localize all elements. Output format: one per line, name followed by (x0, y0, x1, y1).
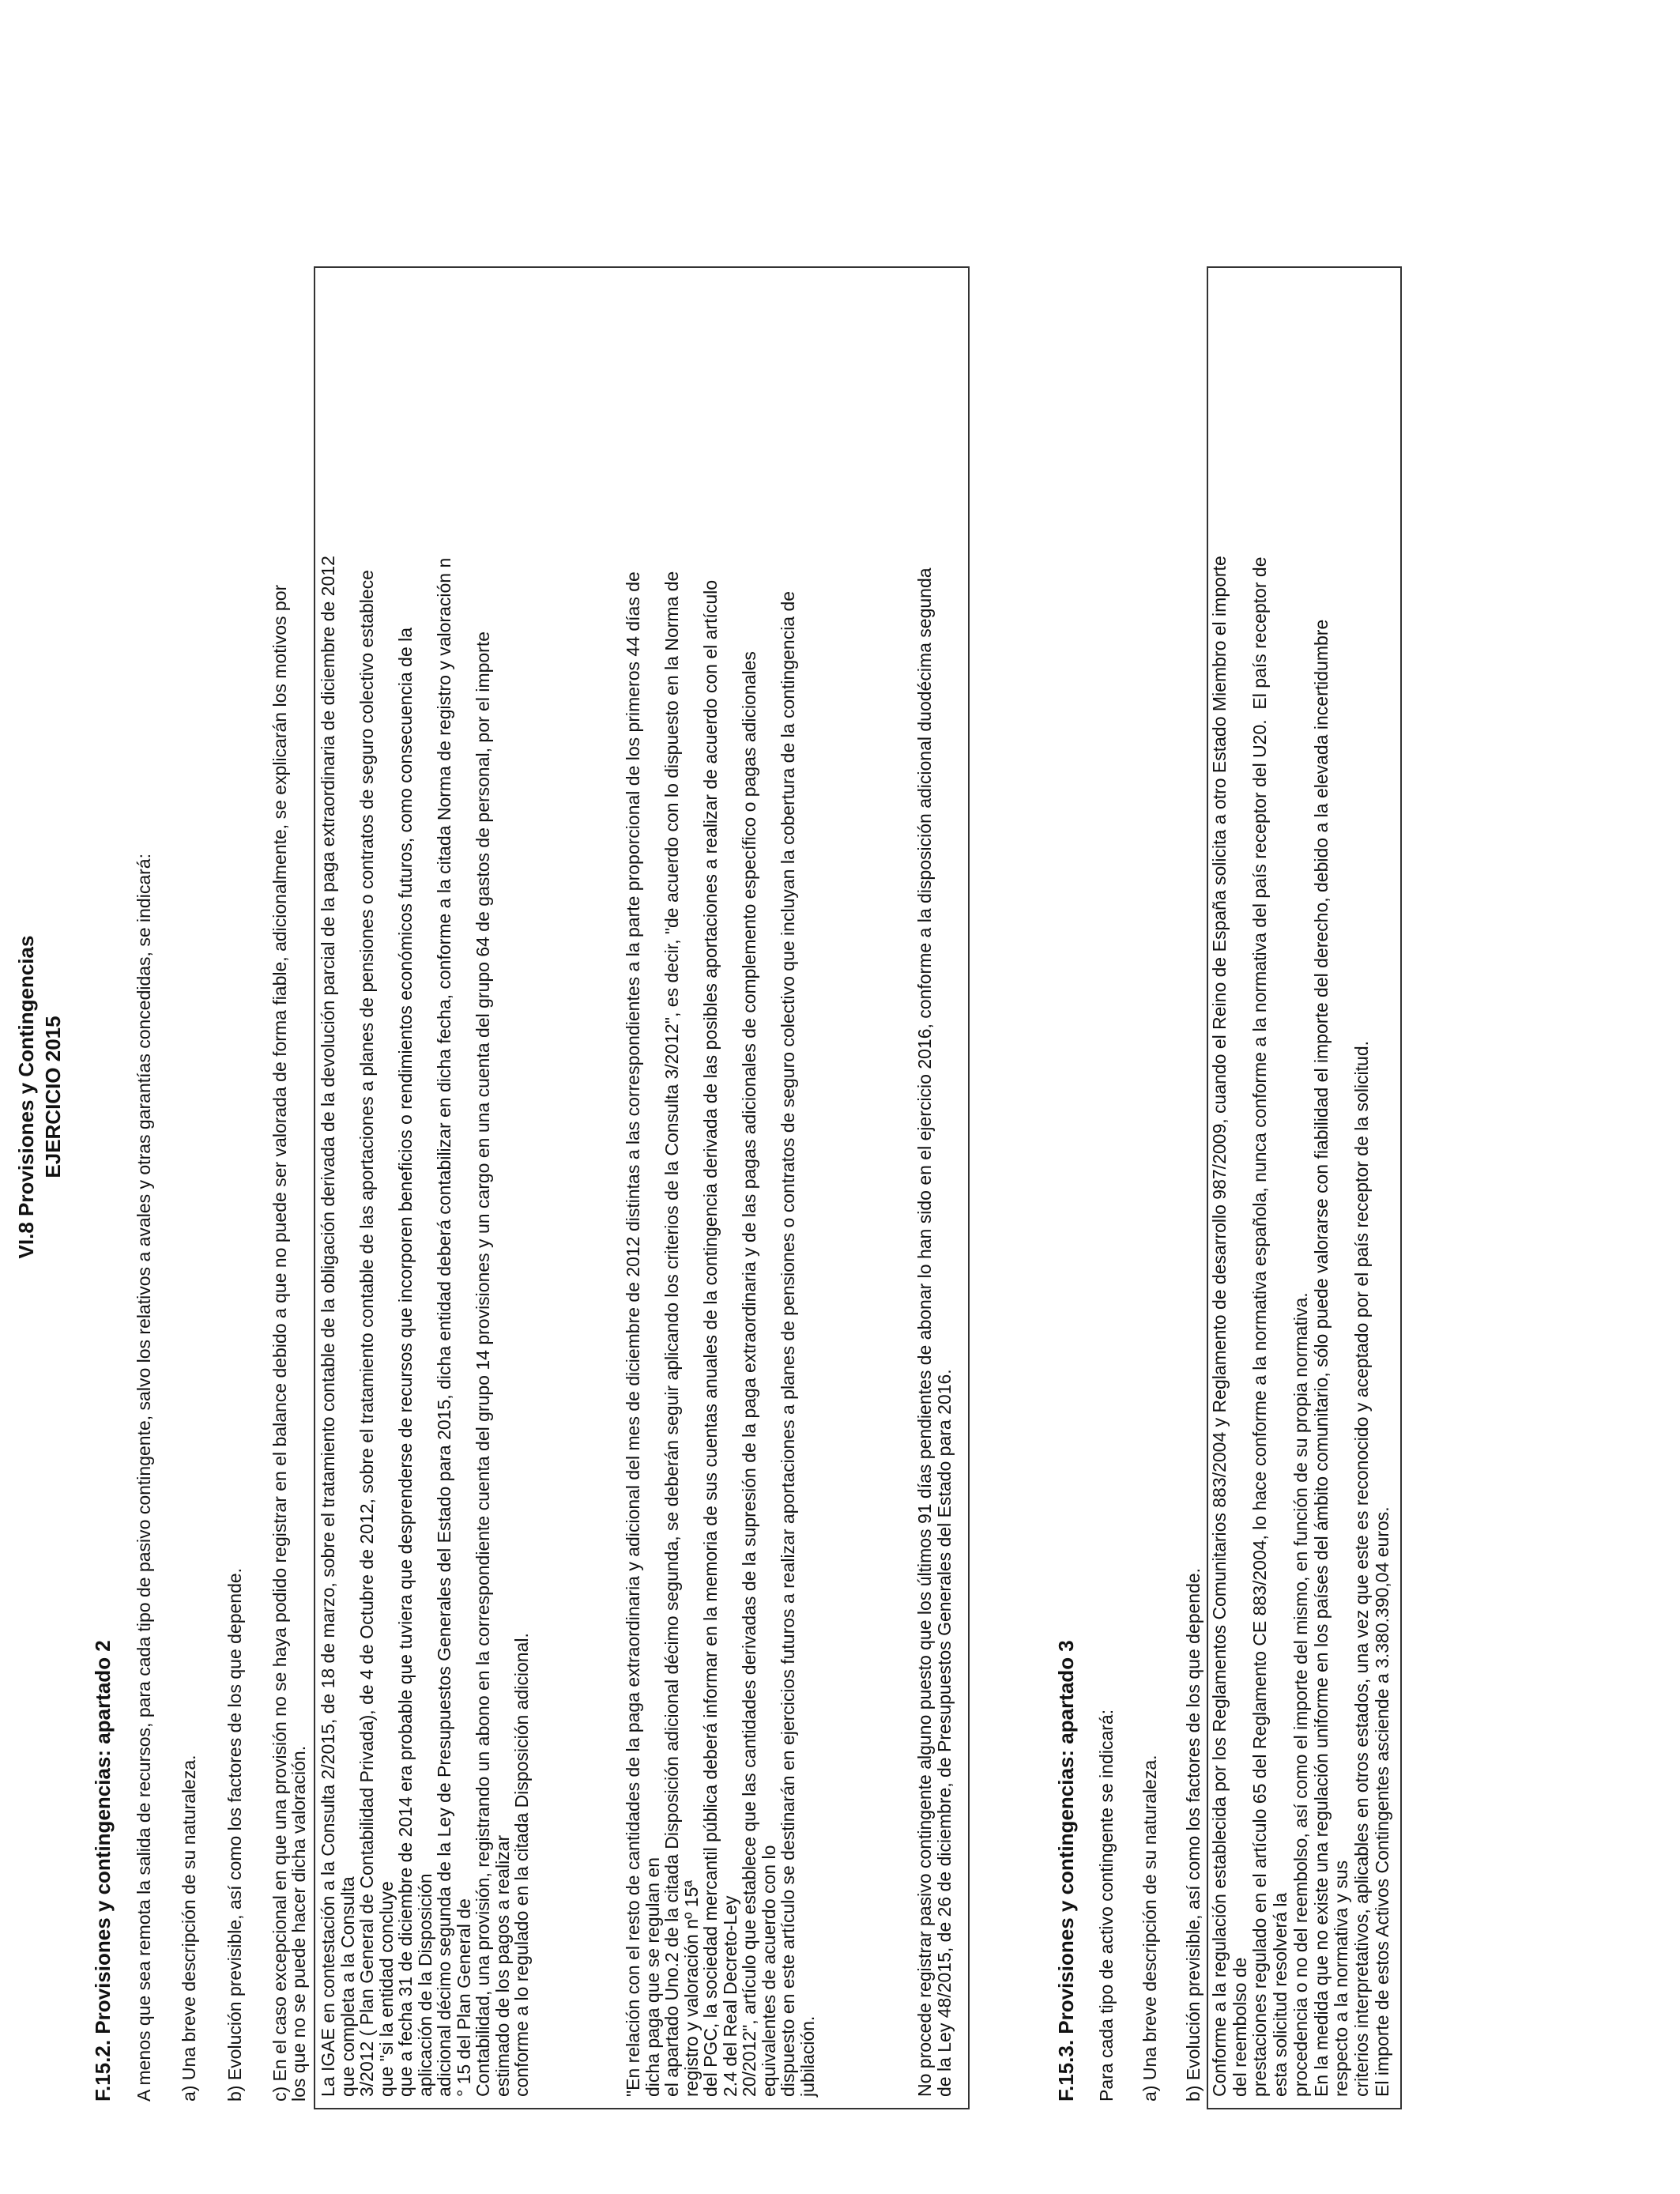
box-text-line: que "si la entidad concluye (375, 1881, 397, 2097)
box-text-line: registro y valoración nº 15ª (680, 1880, 702, 2097)
box-text-line: El importe de estos Activos Contingentes asciende a 3.380.390,04 euros. (1371, 1506, 1392, 2097)
section-title-f152: F.15.2. Provisiones y contingencias: apartado 2 (91, 1640, 115, 2102)
f153-item-a: a) Una breve descripción de su naturaleza. (1139, 1755, 1160, 2102)
box-text-line: Contabilidad, una provisión, registrando un abono en la correspondiente cuenta del grupo 14 provisiones y un cargo en una cuenta del grupo 64 de gastos de personal, por el importe (473, 631, 493, 2097)
f153-box-text (1210, 556, 1392, 2097)
f153-intro: Para cada tipo de activo contingente se indicará: (1096, 1709, 1117, 2102)
box-text-line: jubilación. (797, 2015, 818, 2097)
f153-text-box (1207, 266, 1402, 2109)
box-text-line: procedencia o no del reembolso, así como el importe del mismo, en función de su propia normativa. (1290, 1292, 1311, 2097)
box-text-line: aplicación de la Disposición (414, 1873, 435, 2097)
box-text-line: que a fecha 31 de diciembre de 2014 era probable que tuviera que desprenderse de recursos que incorporen beneficios o rendimientos económicos futuros, como consecuencia de la (395, 627, 416, 2097)
box-text-line: de la Ley 48/2015, de 26 de diciembre, de Presupuestos Generales del Estado para 2016. (933, 1369, 955, 2097)
box-text-line: dispuesto en este artículo se destinarán en ejercicios futuros a realizar aportaciones a planes de pensiones o contratos de seguro colectivo que incluyan la cobertura de la contingencia de (778, 590, 798, 2097)
f152-box-paragraph-3 (915, 567, 954, 2097)
f153-item-b: b) Evolución previsible, así como los factores de los que depende. (1183, 1567, 1203, 2102)
box-text-line: En la medida que no existe una regulación uniforme en los países del ámbito comunitario, sólo puede valorarse con fiabilidad el importe del derecho, debido a la elevada incertidumbre (1310, 619, 1332, 2097)
f152-item-c-line1: c) En el caso excepcional en que una provisión no se haya podido registrar en el balance debido a que no puede ser valorada de forma fiable, adicionalmente, se explicarán los motivos por (269, 584, 290, 2102)
box-text-line: respecto a la normativa y sus (1331, 1860, 1352, 2097)
box-text-line: estimado de los pagos a realizar (492, 1834, 513, 2097)
box-text-line: adicional décimo segunda de la Ley de Presupuestos Generales del Estado para 2015, dicha entidad deberá contabilizar en dicha fecha, conforme a la citada Norma de registro y valoración n (434, 557, 454, 2097)
f152-box-paragraph-1 (318, 556, 532, 2097)
f152-item-a: a) Una breve descripción de su naturaleza. (179, 1755, 199, 2102)
box-text-line: 3/2012 ( Plan General de Contabilidad Privada), de 4 de Octubre de 2012, sobre el tratamiento contable de las aportaciones a planes de pensiones o contratos de seguro colectivo establece (356, 570, 377, 2097)
report-year: EJERCICIO 2015 (41, 1016, 65, 1178)
f152-item-c-line2: los que no se puede hacer dicha valoración. (288, 1745, 309, 2102)
box-text-line: conforme a lo regulado en la citada Disposición adicional. (511, 1633, 532, 2097)
box-text-line: No procede registrar pasivo contingente alguno puesto que los últimos 91 días pendientes de abonar lo han sido en el ejercicio 2016, conforme a la disposición adicional duodécima segunda (914, 567, 935, 2097)
section-title-f153: F.15.3. Provisiones y contingencias: apartado 3 (1054, 1640, 1078, 2102)
box-text-line: "En relación con el resto de cantidades de la paga extraordinaria y adicional del mes de diciembre de 2012 distintas a las correspondientes a la parte proporcional de los primeros 44 días de (623, 571, 643, 2097)
f152-text-box (314, 266, 970, 2109)
box-text-line: del reembolso de (1229, 1957, 1250, 2097)
box-text-line: ° 15 del Plan General de (453, 1898, 474, 2097)
f152-item-b: b) Evolución previsible, así como los factores de los que depende. (224, 1567, 245, 2102)
box-text-line: esta solicitud resolverá la (1270, 1892, 1291, 2097)
box-text-line: 20/2012", artículo que establece que las cantidades derivadas de la supresión de la paga extraordinaria y de las pagas adicionales de complemento específico o pagas adicionales (739, 651, 759, 2097)
box-text-line: La IGAE en contestación a la Consulta 2/2015, de 18 de marzo, sobre el tratamiento contable de la obligación derivada de la devolución parcial de la paga extraordinaria de diciembre de 2012 (318, 556, 338, 2097)
box-text-line: dicha paga que se regulan en (642, 1857, 663, 2097)
box-text-line: 2.4 del Real Decreto-Ley (719, 1895, 740, 2097)
box-text-line: prestaciones regulado en el artículo 65 del Reglamento CE 883/2004, lo hace conforme a la normativa española, nunca conforme a la normativa del país receptor del U20. El país receptor de (1249, 556, 1271, 2097)
box-text-line: equivalentes de acuerdo con lo (758, 1845, 779, 2097)
box-text-line: criterios interpretativos, aplicables en otros estados, una vez que este es reconocido y aceptado por el país receptor de la solicitud. (1350, 1040, 1372, 2097)
box-text-line: el apartado Uno.2 de la citada Disposición adicional décimo segunda, se deberán seguir aplicando los criterios de la Consulta 3/2012", es decir, "de acuerdo con lo dispuesto en la Norma de (661, 571, 682, 2097)
report-title: VI.8 Provisiones y Contingencias (14, 935, 38, 1259)
box-text-line: del PGC, la sociedad mercantil pública deberá informar en la memoria de sus cuentas anuales de la contingencia derivada de las posibles aportaciones a realizar de acuerdo con el artículo (700, 579, 721, 2097)
f152-intro: A menos que sea remota la salida de recursos, para cada tipo de pasivo contingente, salvo los relativos a avales y otras garantías concedidas, se indicará: (134, 854, 154, 2102)
box-text-line: Conforme a la regulación establecida por los Reglamentos Comunitarios 883/2004 y Reglamento de desarrollo 987/2009, cuando el Reino de España solicita a otro Estado Miembro el importe (1209, 556, 1230, 2097)
f152-box-paragraph-2 (623, 571, 817, 2097)
box-text-line: que completa a la Consulta (337, 1876, 358, 2097)
